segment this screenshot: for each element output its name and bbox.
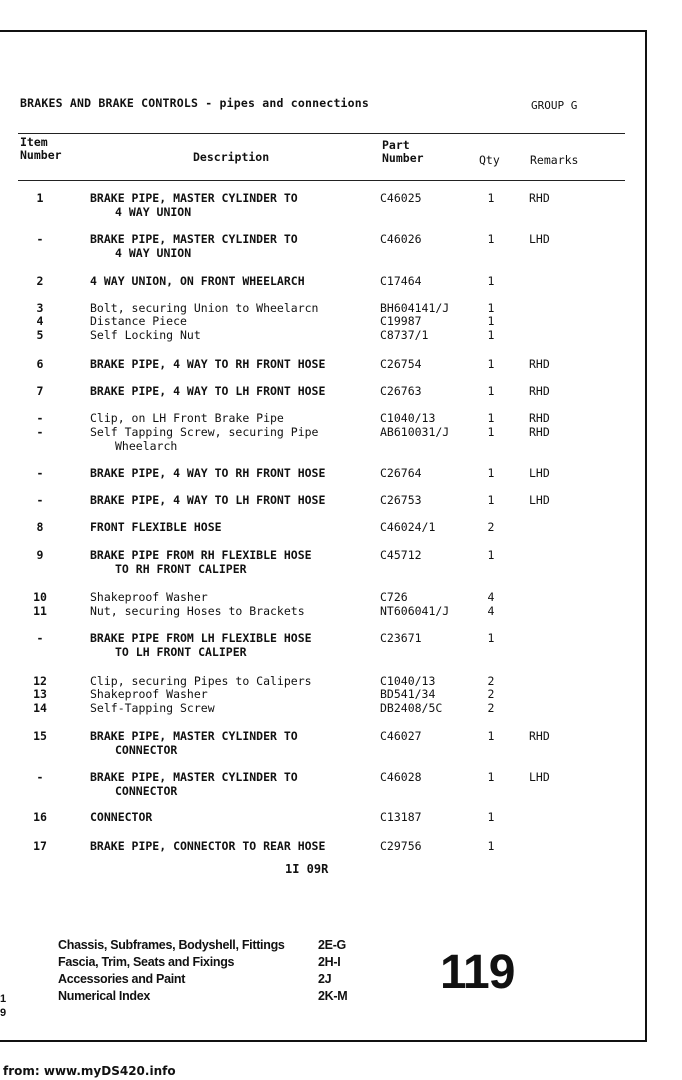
item-number: -: [36, 466, 44, 480]
part-number: C26754: [380, 357, 422, 371]
remarks: LHD: [529, 770, 550, 784]
part-number: C26763: [380, 384, 422, 398]
quantity: 1: [487, 328, 495, 342]
part-number: C726: [380, 590, 408, 604]
index-label: Accessories and Paint: [58, 972, 186, 986]
part-number: AB610031/J: [380, 425, 450, 439]
index-label: Numerical Index: [58, 989, 151, 1003]
item-number: 3: [36, 301, 44, 315]
col-header-part: [382, 139, 424, 165]
description-continuation: CONNECTOR: [115, 783, 178, 798]
description: BRAKE PIPE, CONNECTOR TO REAR HOSE: [90, 839, 326, 853]
description: Self Locking Nut: [90, 328, 201, 342]
part-number: C46024/1: [380, 520, 436, 534]
item-number: 17: [33, 839, 47, 853]
index-label: Chassis, Subframes, Bodyshell, Fittings: [58, 938, 285, 952]
col-header-item: [20, 136, 62, 162]
section-title: BRAKES AND BRAKE CONTROLS - pipes and connections: [20, 96, 370, 110]
header-rule-bottom: [18, 180, 625, 181]
quantity: 1: [487, 466, 495, 480]
index-entry: [58, 972, 358, 989]
col-header-description: Description: [193, 150, 270, 164]
quantity: 1: [487, 357, 495, 371]
col-header-remarks: Remarks: [530, 153, 579, 167]
item-number: 13: [33, 687, 47, 701]
remarks: RHD: [529, 357, 550, 371]
item-number: -: [36, 232, 44, 246]
description-continuation: 4 WAY UNION: [115, 245, 192, 260]
index-entry: [58, 938, 358, 955]
quantity: 1: [487, 191, 495, 205]
header-rule-top: [18, 133, 625, 134]
quantity: 1: [487, 314, 495, 328]
description: Bolt, securing Union to Wheelarcn: [90, 301, 319, 315]
part-number: BD541/34: [380, 687, 436, 701]
description: CONNECTOR: [90, 810, 153, 824]
page-code: 1I 09R: [285, 862, 329, 876]
remarks: LHD: [529, 493, 550, 507]
description: Clip, securing Pipes to Calipers: [90, 674, 312, 688]
item-number: -: [36, 631, 44, 645]
remarks: RHD: [529, 384, 550, 398]
frame-right-border: [645, 30, 647, 1042]
section-index: [58, 938, 358, 1006]
quantity: 1: [487, 631, 495, 645]
quantity: 2: [487, 701, 495, 715]
quantity: 1: [487, 770, 495, 784]
description: BRAKE PIPE, MASTER CYLINDER TO: [90, 191, 298, 205]
col-header-item-line2: Number: [20, 148, 62, 162]
col-header-part-line1: Part: [382, 138, 410, 152]
part-number: C8737/1: [380, 328, 429, 342]
group-label: GROUP G: [531, 99, 578, 112]
quantity: 1: [487, 548, 495, 562]
description: Clip, on LH Front Brake Pipe: [90, 411, 284, 425]
frame-bottom-border: [0, 1040, 647, 1042]
quantity: 1: [487, 232, 495, 246]
part-number: C29756: [380, 839, 422, 853]
part-number: C46025: [380, 191, 422, 205]
description: FRONT FLEXIBLE HOSE: [90, 520, 222, 534]
item-number: -: [36, 493, 44, 507]
quantity: 4: [487, 604, 495, 618]
part-number: C26764: [380, 466, 422, 480]
description: Self-Tapping Screw: [90, 701, 215, 715]
description-continuation: TO RH FRONT CALIPER: [115, 561, 247, 576]
item-number: 6: [36, 357, 44, 371]
col-header-qty: Qty: [479, 153, 500, 167]
description: BRAKE PIPE, 4 WAY TO LH FRONT HOSE: [90, 384, 326, 398]
item-number: 14: [33, 701, 47, 715]
part-number: C46026: [380, 232, 422, 246]
remarks: LHD: [529, 466, 550, 480]
description: BRAKE PIPE FROM RH FLEXIBLE HOSE: [90, 548, 312, 562]
remarks: LHD: [529, 232, 550, 246]
quantity: 1: [487, 810, 495, 824]
part-number: NT606041/J: [380, 604, 450, 618]
index-code: 2H-I: [318, 955, 341, 969]
item-number: 9: [36, 548, 44, 562]
remarks: RHD: [529, 729, 550, 743]
quantity: 1: [487, 384, 495, 398]
description: BRAKE PIPE FROM LH FLEXIBLE HOSE: [90, 631, 312, 645]
description: BRAKE PIPE, 4 WAY TO RH FRONT HOSE: [90, 466, 326, 480]
item-number: 16: [33, 810, 47, 824]
part-number: C26753: [380, 493, 422, 507]
description-continuation: CONNECTOR: [115, 742, 178, 757]
index-entry: [58, 989, 358, 1006]
item-number: 7: [36, 384, 44, 398]
description: BRAKE PIPE, 4 WAY TO LH FRONT HOSE: [90, 493, 326, 507]
edge-mark: 1: [0, 993, 7, 1005]
quantity: 1: [487, 493, 495, 507]
description: Shakeproof Washer: [90, 687, 208, 701]
source-footer: from: www.myDS420.info: [3, 1064, 176, 1078]
frame-top-border: [0, 30, 647, 32]
remarks: RHD: [529, 191, 550, 205]
col-header-item-line1: Item: [20, 135, 48, 149]
part-number: DB2408/5C: [380, 701, 443, 715]
description: Nut, securing Hoses to Brackets: [90, 604, 305, 618]
part-number: BH604141/J: [380, 301, 450, 315]
edge-mark: 9: [0, 1007, 7, 1019]
part-number: C23671: [380, 631, 422, 645]
quantity: 1: [487, 729, 495, 743]
index-entry: [58, 955, 358, 972]
part-number: C1040/13: [380, 411, 436, 425]
item-number: 5: [36, 328, 44, 342]
description: BRAKE PIPE, 4 WAY TO RH FRONT HOSE: [90, 357, 326, 371]
item-number: 1: [36, 191, 44, 205]
item-number: 4: [36, 314, 44, 328]
edge-marks: [0, 992, 6, 1020]
page-number: 119: [440, 946, 515, 999]
item-number: -: [36, 425, 44, 439]
description: BRAKE PIPE, MASTER CYLINDER TO: [90, 729, 298, 743]
part-number: C13187: [380, 810, 422, 824]
index-code: 2J: [318, 972, 332, 986]
quantity: 1: [487, 274, 495, 288]
quantity: 1: [487, 301, 495, 315]
description: Self Tapping Screw, securing Pipe: [90, 425, 319, 439]
index-label: Fascia, Trim, Seats and Fixings: [58, 955, 235, 969]
description-continuation: Wheelarch: [115, 438, 178, 453]
quantity: 2: [487, 687, 495, 701]
quantity: 1: [487, 839, 495, 853]
item-number: 12: [33, 674, 47, 688]
description-continuation: 4 WAY UNION: [115, 204, 192, 219]
description: Shakeproof Washer: [90, 590, 208, 604]
part-number: C1040/13: [380, 674, 436, 688]
quantity: 2: [487, 674, 495, 688]
part-number: C46028: [380, 770, 422, 784]
item-number: -: [36, 411, 44, 425]
item-number: 11: [33, 604, 47, 618]
item-number: 15: [33, 729, 47, 743]
quantity: 4: [487, 590, 495, 604]
part-number: C17464: [380, 274, 422, 288]
item-number: 10: [33, 590, 47, 604]
remarks: RHD: [529, 411, 550, 425]
remarks: RHD: [529, 425, 550, 439]
item-number: 8: [36, 520, 44, 534]
quantity: 1: [487, 411, 495, 425]
index-code: 2K-M: [318, 989, 348, 1003]
item-number: -: [36, 770, 44, 784]
item-number: 2: [36, 274, 44, 288]
col-header-part-line2: Number: [382, 151, 424, 165]
description: 4 WAY UNION, ON FRONT WHEELARCH: [90, 274, 305, 288]
description-continuation: TO LH FRONT CALIPER: [115, 644, 247, 659]
part-number: C19987: [380, 314, 422, 328]
index-code: 2E-G: [318, 938, 346, 952]
description: Distance Piece: [90, 314, 187, 328]
part-number: C45712: [380, 548, 422, 562]
description: BRAKE PIPE, MASTER CYLINDER TO: [90, 232, 298, 246]
part-number: C46027: [380, 729, 422, 743]
quantity: 2: [487, 520, 495, 534]
quantity: 1: [487, 425, 495, 439]
description: BRAKE PIPE, MASTER CYLINDER TO: [90, 770, 298, 784]
